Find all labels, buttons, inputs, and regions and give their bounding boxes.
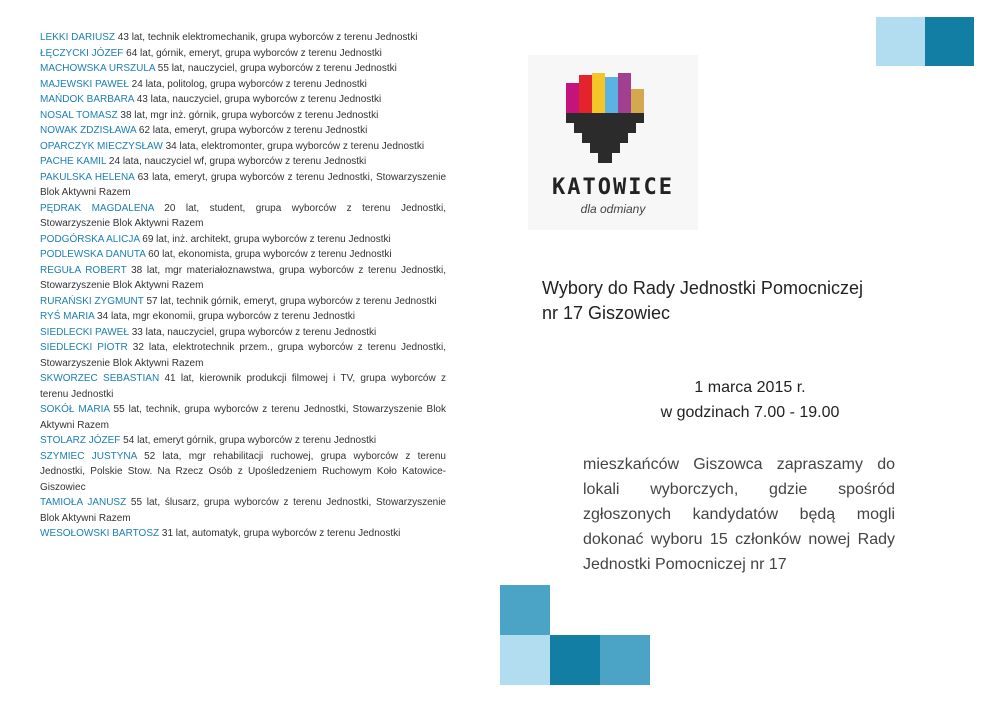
candidate-name: RURAŃSKI ZYGMUNT bbox=[40, 295, 144, 307]
candidate-description: 54 lat, emeryt górnik, grupa wyborców z terenu Jednostki bbox=[120, 435, 377, 446]
candidate-description: 60 lat, ekonomista, grupa wyborców z terenu Jednostki bbox=[145, 249, 392, 260]
candidate-description: 33 lata, nauczyciel, grupa wyborców z terenu Jednostki bbox=[128, 326, 377, 338]
candidate-name: PACHE KAMIL bbox=[40, 156, 107, 167]
candidate-entry bbox=[40, 170, 446, 201]
logo-color-bar bbox=[592, 73, 605, 113]
candidate-name: SIEDLECKI PIOTR bbox=[40, 342, 128, 353]
candidate-description: 38 lat, mgr materiałoznawstwa, grupa wyborców z terenu Jednostki, Stowarzyszenie Blok Aktywni Razem bbox=[40, 264, 446, 291]
candidate-entry bbox=[40, 201, 446, 232]
logo-color-bar bbox=[566, 83, 579, 113]
candidate-description: 24 lata, nauczyciel wf, grupa wyborców z terenu Jednostki bbox=[106, 156, 367, 167]
candidate-entry bbox=[40, 433, 446, 449]
candidate-description: 34 lata, mgr ekonomii, grupa wyborców z terenu Jednostki bbox=[94, 311, 355, 322]
candidate-name: PAKULSKA HELENA bbox=[40, 171, 135, 183]
candidate-name: PODLEWSKA DANUTA bbox=[40, 249, 146, 260]
candidate-name: SKWORZEC SEBASTIAN bbox=[40, 373, 160, 384]
candidate-name: LEKKI DARIUSZ bbox=[40, 32, 116, 43]
candidate-name: MAJEWSKI PAWEŁ bbox=[40, 78, 129, 90]
candidate-entry bbox=[40, 123, 446, 139]
logo-color-bar bbox=[579, 75, 592, 113]
candidate-name: PODGÓRSKA ALICJA bbox=[40, 233, 140, 245]
candidate-name: WESOŁOWSKI BARTOSZ bbox=[40, 528, 160, 539]
candidate-entry bbox=[40, 108, 446, 124]
candidate-name: SIEDLECKI PAWEŁ bbox=[40, 326, 129, 338]
candidate-entry bbox=[40, 495, 446, 526]
candidate-name: REGUŁA ROBERT bbox=[40, 264, 127, 276]
candidate-description: 69 lat, inż. architekt, grupa wyborców z terenu Jednostki bbox=[139, 233, 391, 245]
candidate-description: 43 lata, nauczyciel, grupa wyborców z terenu Jednostki bbox=[133, 94, 382, 105]
candidate-entry bbox=[40, 154, 446, 170]
candidate-name: ŁĘCZYCKI JÓZEF bbox=[40, 47, 124, 59]
candidate-description: 55 lat, nauczyciel, grupa wyborców z terenu Jednostki bbox=[155, 63, 397, 74]
logo-base-step bbox=[590, 143, 620, 153]
candidate-entry bbox=[40, 449, 446, 496]
candidate-entry bbox=[40, 232, 446, 248]
date-line-2: w godzinach 7.00 - 19.00 bbox=[660, 404, 840, 421]
candidate-entry bbox=[40, 30, 446, 46]
candidate-entry bbox=[40, 325, 446, 341]
decor-square-dark bbox=[925, 17, 974, 66]
candidate-entry bbox=[40, 247, 446, 263]
logo-tagline: dla odmiany bbox=[580, 202, 646, 216]
logo-base-step bbox=[566, 113, 644, 123]
candidate-description: 64 lat, górnik, emeryt, grupa wyborców z terenu Jednostki bbox=[123, 47, 382, 59]
candidate-list bbox=[40, 30, 446, 542]
candidate-name: NOSAL TOMASZ bbox=[40, 109, 118, 121]
candidate-description: 62 lata, emeryt, grupa wyborców z terenu Jednostki bbox=[136, 125, 368, 136]
date-line-1: 1 marca 2015 r. bbox=[694, 379, 806, 396]
decor-square-mid bbox=[500, 585, 550, 635]
title-line-2: nr 17 Giszowiec bbox=[542, 303, 671, 323]
candidate-name: RYŚ MARIA bbox=[40, 311, 95, 322]
candidate-description: 57 lat, technik górnik, emeryt, grupa wyborców z terenu Jednostki bbox=[143, 295, 437, 307]
decor-square-light bbox=[876, 17, 925, 66]
candidate-description: 52 lata, mgr rehabilitacji ruchowej, grupa wyborców z terenu Jednostki, Polskie Stow. Na Rzecz Osób z Upośledzeniem Ruchowym Koło Katowice-Giszowiec bbox=[40, 450, 446, 493]
candidate-entry bbox=[40, 46, 446, 62]
candidate-name: SOKÓŁ MARIA bbox=[40, 404, 110, 415]
candidate-description: 43 lat, technik elektromechanik, grupa wyborców z terenu Jednostki bbox=[115, 32, 418, 43]
candidate-description: 31 lat, automatyk, grupa wyborców z terenu Jednostki bbox=[159, 528, 401, 539]
candidate-name: MAŃDOK BARBARA bbox=[40, 94, 134, 105]
decor-square-mid-2 bbox=[600, 635, 650, 685]
candidate-description: 55 lat, technik, grupa wyborców z terenu Jednostki, Stowarzyszenie Blok Aktywni Razem bbox=[40, 404, 446, 431]
candidate-description: 24 lata, politolog, grupa wyborców z terenu Jednostki bbox=[128, 78, 367, 90]
candidate-description: 55 lat, ślusarz, grupa wyborców z terenu Jednostki, Stowarzyszenie Blok Aktywni Razem bbox=[40, 497, 446, 524]
logo-base-step bbox=[598, 153, 612, 163]
candidate-entry bbox=[40, 61, 446, 77]
candidate-entry bbox=[40, 340, 446, 371]
candidate-entry bbox=[40, 309, 446, 325]
candidate-name: TAMIOŁA JANUSZ bbox=[40, 497, 127, 508]
candidate-entry bbox=[40, 77, 446, 93]
candidate-description: 41 lat, kierownik produkcji filmowej i TV, grupa wyborców z terenu Jednostki bbox=[40, 373, 446, 400]
candidate-entry bbox=[40, 294, 446, 310]
candidate-name: STOLARZ JÓZEF bbox=[40, 435, 121, 446]
candidate-description: 20 lat, student, grupa wyborców z terenu Jednostki, Stowarzyszenie Blok Aktywni Razem bbox=[40, 202, 446, 229]
logo-base-step bbox=[574, 123, 636, 133]
page-title bbox=[542, 276, 942, 326]
logo-color-bar bbox=[631, 89, 644, 113]
logo-color-bar bbox=[618, 73, 631, 113]
logo-color-bar bbox=[605, 77, 618, 113]
candidate-name: SZYMIEC JUSTYNA bbox=[40, 450, 137, 462]
logo-wordmark: KATOWICE bbox=[552, 175, 674, 200]
title-line-1: Wybory do Rady Jednostki Pomocniczej bbox=[542, 278, 863, 298]
candidate-entry bbox=[40, 402, 446, 433]
candidate-entry bbox=[40, 263, 446, 294]
invitation-text: mieszkańców Giszowca zapraszamy do lokali wyborczych, gdzie spośród zgłoszonych kandydatów będą mogli dokonać wyboru 15 członków nowej Rady Jednostki Pomocniczej nr 17 bbox=[583, 456, 895, 573]
candidate-description: 32 lata, elektrotechnik przem., grupa wyborców z terenu Jednostki, Stowarzyszenie Blok Aktywni Razem bbox=[40, 342, 447, 369]
candidate-description: 34 lata, elektromonter, grupa wyborców z terenu Jednostki bbox=[162, 140, 425, 152]
candidate-description: 63 lata, emeryt, grupa wyborców z terenu Jednostki, Stowarzyszenie Blok Aktywni Razem bbox=[40, 171, 447, 198]
candidate-entry bbox=[40, 371, 446, 402]
candidate-entry bbox=[40, 139, 446, 155]
candidate-name: PĘDRAK MAGDALENA bbox=[40, 202, 154, 214]
decor-square-light-2 bbox=[500, 635, 550, 685]
candidate-entry bbox=[40, 526, 446, 542]
candidate-description: 38 lat, mgr inż. górnik, grupa wyborców z terenu Jednostki bbox=[117, 109, 379, 121]
candidate-name: NOWAK ZDZISŁAWA bbox=[40, 125, 137, 136]
candidate-name: MACHOWSKA URSZULA bbox=[40, 63, 156, 74]
candidate-name: OPARCZYK MIECZYSŁAW bbox=[40, 140, 163, 152]
election-date bbox=[600, 375, 900, 425]
decor-square-dark-2 bbox=[550, 635, 600, 685]
logo-base-step bbox=[582, 133, 628, 143]
candidate-entry bbox=[40, 92, 446, 108]
